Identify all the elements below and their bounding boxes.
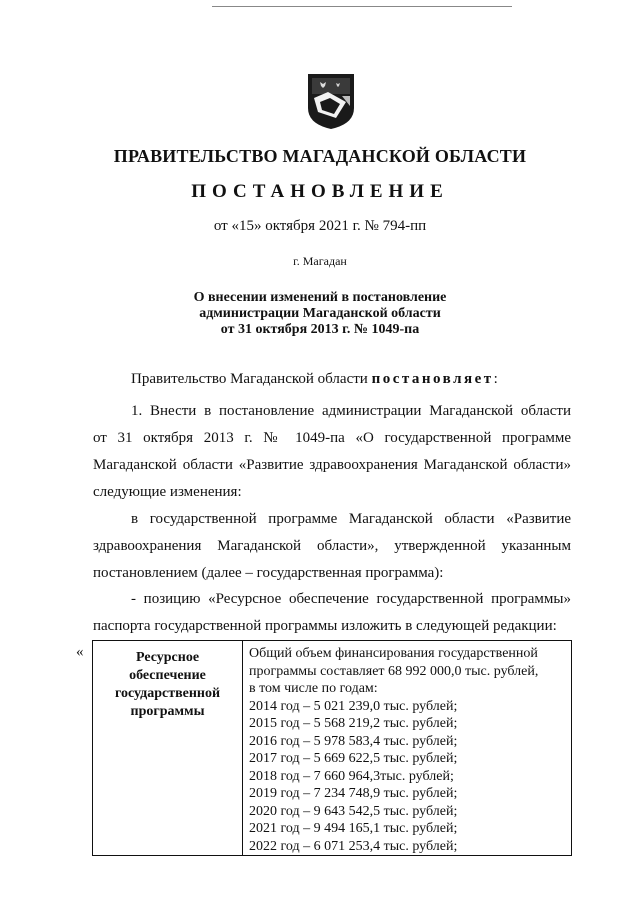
- year-funding-line: 2019 год – 7 234 748,9 тыс. рублей;: [249, 786, 458, 801]
- subject-line: администрации Магаданской области: [199, 306, 441, 321]
- resolution-keyword: постановляет: [371, 371, 494, 387]
- document-subject: [0, 290, 640, 338]
- top-edge-line: [212, 6, 512, 7]
- subject-line: О внесении изменений в постановление: [193, 290, 447, 305]
- paragraph-line: постановлением (далее – государственная программа):: [93, 565, 444, 581]
- subject-line: от 31 октября 2013 г. № 1049-па: [220, 322, 420, 337]
- value-line: Общий объем финансирования государственной: [249, 646, 538, 661]
- label-line: программы: [130, 704, 205, 719]
- paragraph-line: - позицию «Ресурсное обеспечение государственной программы»: [131, 591, 571, 607]
- year-funding-line: 2021 год – 9 494 165,1 тыс. рублей;: [249, 821, 458, 836]
- paragraph-line: Магаданской области «Развитие здравоохранения Магаданской области»: [93, 457, 571, 473]
- document-type: ПОСТАНОВЛЕНИЕ: [191, 181, 449, 202]
- resolution-suffix: :: [493, 371, 498, 387]
- paragraph-position: [93, 586, 571, 640]
- year-funding-line: 2015 год – 5 568 219,2 тыс. рублей;: [249, 716, 458, 731]
- paragraph-item-1: [93, 398, 571, 506]
- paragraph-line: паспорта государственной программы изложить в следующей редакции:: [93, 618, 557, 634]
- resolution-prefix: Правительство Магаданской области: [131, 371, 372, 387]
- label-line: обеспечение: [129, 668, 206, 683]
- value-line: программы составляет 68 992 000,0 тыс. рублей,: [249, 663, 539, 679]
- table-label-cell: [93, 641, 243, 855]
- paragraph-program: [93, 506, 571, 587]
- year-funding-line: 2016 год – 5 978 583,4 тыс. рублей;: [249, 733, 458, 749]
- year-funding-line: 2020 год – 9 643 542,5 тыс. рублей;: [249, 803, 458, 819]
- funding-table: [92, 640, 572, 856]
- paragraph-resolution: [93, 366, 571, 393]
- paragraph-line: 1. Внести в постановление администрации Магаданской области: [131, 403, 571, 419]
- table-value-cell: [243, 641, 571, 855]
- government-name: ПРАВИТЕЛЬСТВО МАГАДАНСКОЙ ОБЛАСТИ: [113, 146, 527, 166]
- paragraph-line: в государственной программе Магаданской области «Развитие: [131, 511, 571, 527]
- label-line: Ресурсное: [135, 650, 200, 665]
- value-line: в том числе по годам:: [249, 681, 378, 696]
- year-funding-line: 2022 год – 6 071 253,4 тыс. рублей;: [249, 838, 458, 854]
- document-date-number: от «15» октября 2021 г. № 794-пп: [213, 218, 427, 234]
- coat-of-arms-icon: [306, 72, 356, 130]
- document-city: г. Магадан: [293, 254, 347, 268]
- paragraph-line: от 31 октября 2013 г. № 1049-па «О государственной программе: [93, 430, 571, 446]
- label-line: государственной: [114, 686, 221, 701]
- paragraph-line: следующие изменения:: [93, 484, 242, 500]
- year-funding-line: 2014 год – 5 021 239,0 тыс. рублей;: [249, 698, 458, 714]
- opening-quote: «: [76, 644, 84, 660]
- year-funding-line: 2018 год – 7 660 964,3тыс. рублей;: [249, 768, 454, 784]
- year-funding-line: 2017 год – 5 669 622,5 тыс. рублей;: [249, 751, 458, 766]
- paragraph-line: здравоохранения Магаданской области», утвержденной указанным: [93, 538, 571, 554]
